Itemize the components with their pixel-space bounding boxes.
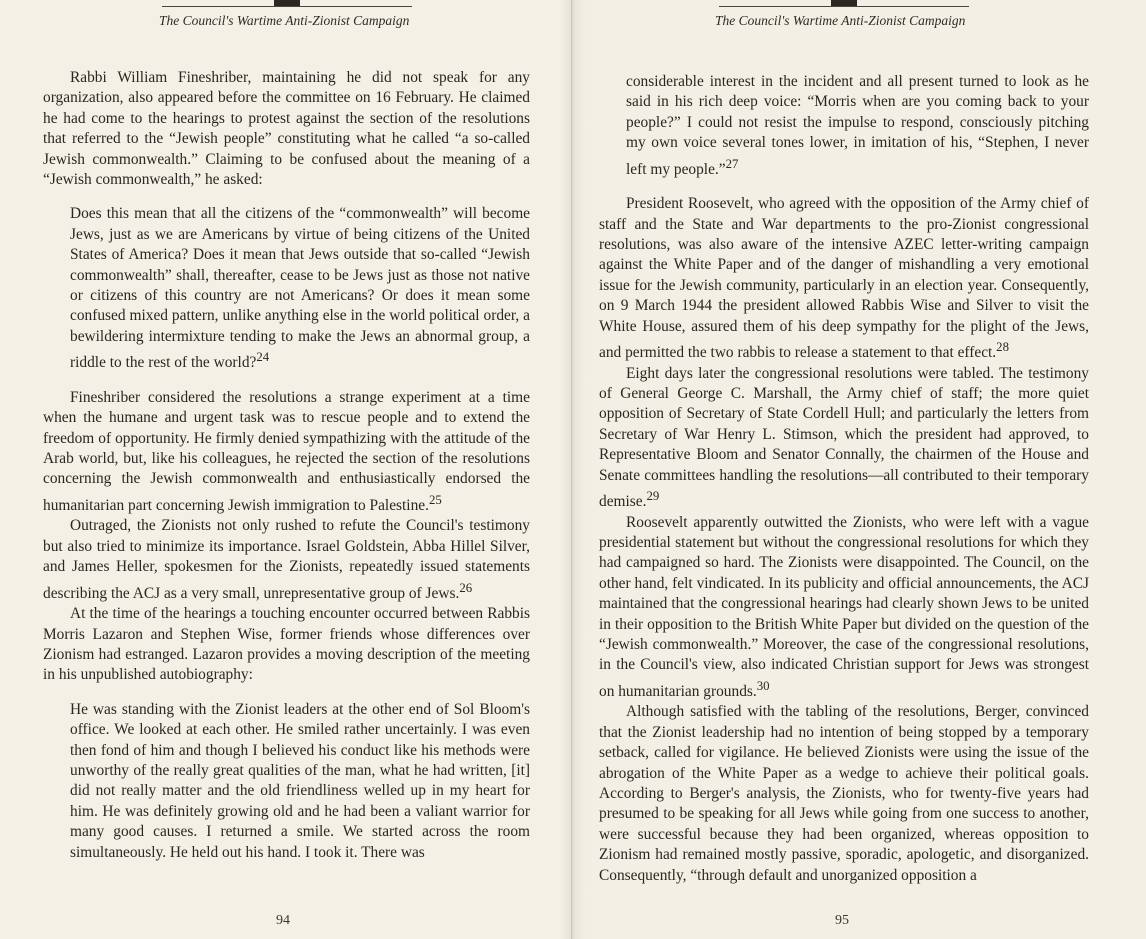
running-head: The Council's Wartime Anti-Zionist Campaign	[159, 13, 410, 28]
block-quote: considerable interest in the incident and all present turned to look as he said in his rich deep voice: “Morris when are you coming back to your people?” I could not resist the impulse to respond, consciously pitching my own voice several tones lower, in imitation of his, “Stephen, I never left my people.”$^{27}$	[626, 73, 1089, 178]
footnote-ref: 28	[996, 340, 1009, 354]
footnote-ref: 25	[428, 492, 442, 507]
right-body-text	[599, 72, 1089, 886]
footnote-ref: 24	[256, 350, 270, 365]
left-body-text	[43, 68, 530, 877]
header-rule	[162, 6, 412, 7]
header-mark	[831, 0, 857, 6]
paragraph: At the time of the hearings a touching encounter occurred between Rabbis Morris Lazaron and Stephen Wise, former friends whose differences over Zionism had estranged. Lazaron provides a moving description of the meeting in his unpublished autobiography:	[43, 605, 530, 684]
page-number: 94	[276, 913, 290, 928]
block-quote: He was standing with the Zionist leaders at the other end of Sol Bloom's office. We looked at each other. He smiled rather uncertainly. I was even then fond of him and though I believed his conduct like his methods were unworthy of the really great qualities of the man, what he had written, [it] did not really matter and the old friendliness welled up in my heart for him. He was definitely growing old and he had been a valiant warrior for many good causes. I returned a smile. We started across the room simultaneously. He held out his hand. I took it. There was	[70, 700, 530, 861]
footnote-ref: 26	[459, 580, 473, 595]
paragraph: Rabbi William Fineshriber, maintaining he did not speak for any organization, also appeared before the committee on 16 February. He claimed he had come to the hearings to protest against the section of the resolutions that referred to the “Jewish people” constituting what he called “a so-called Jewish commonwealth.” Claiming to be confused about the meaning of a “Jewish commonwealth,” he asked:	[43, 69, 530, 189]
block-quote: Does this mean that all the citizens of the “commonwealth” will become Jews, just as we are Americans by virtue of being citizens of the United States of America? Does it mean that Jews outside that so-called “Jewish commonwealth” shall, thereafter, cease to be Jews just as those not native or citizens of this country are not Americans? Or does it mean some confused mixed pattern, unlike anything else in the world political order, a bewildering intermixture tending to make the Jews an abnormal group, a riddle to the rest of the world?$^{24}$	[70, 205, 530, 372]
page-number: 95	[835, 913, 849, 928]
left-page	[0, 0, 572, 939]
header-mark	[274, 0, 300, 6]
paragraph: Roosevelt apparently outwitted the Zionists, who were left with a vague presidential statement but without the congressional resolutions for which they had campaigned so hard. The Zionists were disappointed. The Council, on the other hand, felt vindicated. In its publicity and official announcements, the ACJ maintained that the congressional hearings had clearly shown Jews to be united in their opposition to the British White Paper but divided on the question of the “Jewish commonwealth.” Moreover, the case of the congressional resolutions, in the Council's view, also indicated Christian support for Jews was strongest on humanitarian grounds.$^{30}$	[599, 513, 1089, 700]
paragraph: Fineshriber considered the resolutions a strange experiment at a time when the humane and urgent task was to rescue people and to extend the freedom of opportunity. He firmly denied sympathizing with the attitude of the Arab world, but, like his colleagues, he rejected the section of the resolutions concerning the Jewish commonwealth and enthusiastically endorsed the humanitarian part concerning Jewish immigration to Palestine.$^{25}$	[43, 388, 530, 514]
paragraph: President Roosevelt, who agreed with the opposition of the Army chief of staff and the State and War departments to the pro-Zionist congressional resolutions, was also aware of the intensive AZEC letter-writing campaign against the White Paper and of the danger of mishandling a very emotional issue for the Jewish community, particularly in an election year. Consequently, on 9 March 1944 the president allowed Rabbis Wise and Silver to visit the White House, assured them of his deep sympathy for the plight of the Jews, and permitted the two rabbis to release a statement to that effect.$^{28}$	[599, 195, 1089, 362]
footnote-ref: 27	[725, 156, 739, 171]
paragraph: Outraged, the Zionists not only rushed to refute the Council's testimony but also tried to minimize its importance. Israel Goldstein, Abba Hillel Silver, and James Heller, spokesmen for the Zionists, repeatedly issued statements describing the ACJ as a very small, unrepresentative group of Jews.$^{26}$	[43, 517, 530, 602]
footnote-ref: 29	[646, 488, 660, 503]
paragraph: Eight days later the congressional resolutions were tabled. The testimony of General George C. Marshall, the Army chief of staff; the more quiet opposition of Secretary of State Cordell Hull; and particularly the letters from Secretary of War Henry L. Stimson, which the president had approved, to Representative Bloom and Senator Connally, the chairmen of the House and Senate committees handling the resolutions—all contributed to their temporary demise.$^{29}$	[599, 364, 1089, 511]
paragraph: Although satisfied with the tabling of the resolutions, Berger, convinced that the Zionist leadership had no intention of being stopped by a temporary setback, called for vigilance. He believed Zionists were using the issue of the abrogation of the White Paper as a wedge to achieve their political goals. According to Berger's analysis, the Zionists, who for twenty-five years had presumed to be speaking for all Jews while going from one success to another, were successful because they had been organized, whereas opposition to Zionism had remained mostly passive, sporadic, apologetic, and disorganized. Consequently, “through default and unorganized opposition a	[599, 703, 1089, 884]
header-rule	[719, 6, 969, 7]
footnote-ref: 30	[756, 678, 770, 693]
running-head: The Council's Wartime Anti-Zionist Campaign	[715, 13, 966, 28]
